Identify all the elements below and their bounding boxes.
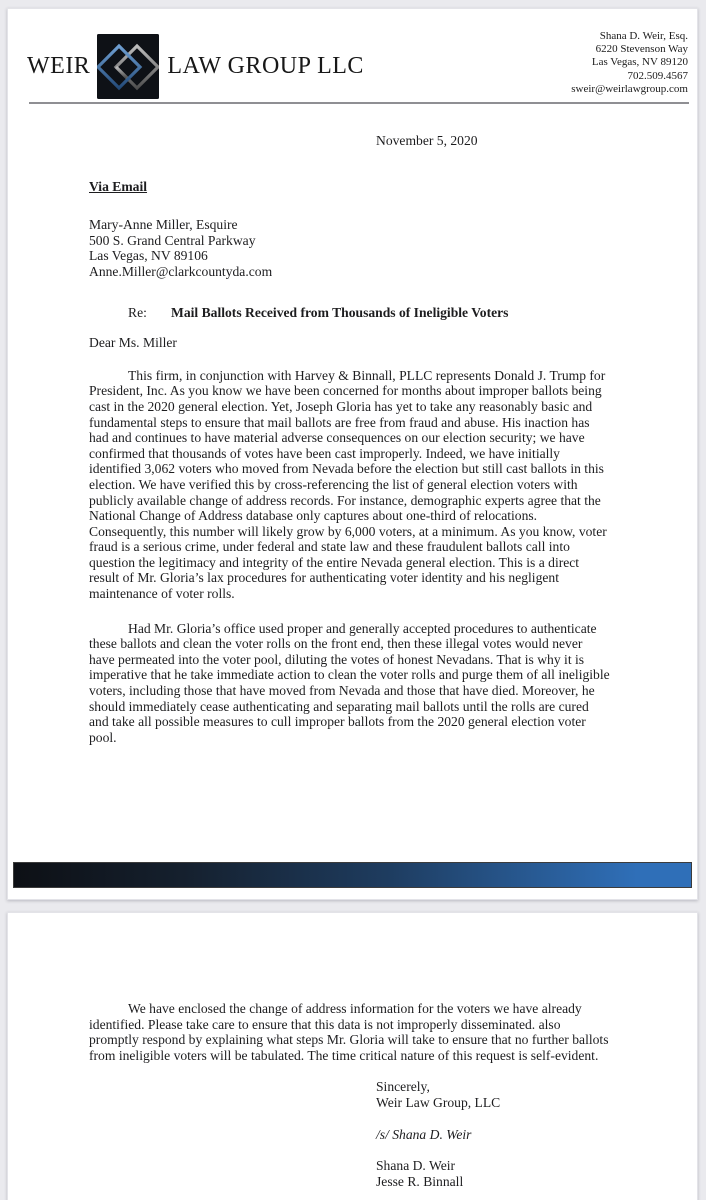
- firm-brand: [27, 34, 364, 99]
- letterhead-divider: [29, 102, 689, 104]
- letter-body-page-2: [8, 913, 697, 1189]
- recipient-city-state-zip: Las Vegas, NV 89106: [89, 248, 208, 264]
- recipient-email: Anne.Miller@clarkcountyda.com: [89, 263, 273, 279]
- body-paragraph-1: This firm, in conjunction with Harvey & Binnall, PLLC represents Donald J. Trump for President, Inc. As you know we have been concerned for months about improper ballots being cast in the 2020 general election. Yet, Joseph Gloria has yet to take any reasonably basic and fundamental steps to ensure that mail ballots are free from fraud and abuse. His inaction has had and continues to have material adverse consequences on our election security; we have confirmed that thousands of votes have been cast improperly. Indeed, we have initially identified 3,062 voters who moved from Nevada before the election but still cast ballots in this election. We have verified this by cross-referencing the list of general election voters with publicly available change of address records. For instance, demographic experts agree that the National Change of Address database only captures about one-third of relocations. Consequently, this number will likely grow by 6,000 voters, at a minimum. As you know, voter fraud is a serious crime, under federal and state law and these fraudulent ballots call into question the legitimacy and integrity of the entire Nevada general election. This is a direct result of Mr. Gloria’s lax procedures for authenticating voter identity and his negligent maintenance of voter rolls.: [89, 367, 607, 602]
- closing-firm-name: Weir Law Group, LLC: [376, 1094, 501, 1110]
- re-line: [89, 305, 611, 321]
- closing-sincerely: Sincerely,: [376, 1079, 430, 1095]
- recipient-street: 500 S. Grand Central Parkway: [89, 232, 256, 248]
- re-label: Re:: [128, 304, 147, 320]
- recipient-address-block: [89, 217, 611, 279]
- letter-page-2: [7, 912, 698, 1200]
- salutation: Dear Ms. Miller: [89, 335, 177, 351]
- firm-phone: 702.509.4567: [627, 69, 688, 82]
- firm-city-state-zip: Las Vegas, NV 89120: [591, 56, 688, 69]
- body-paragraph-3: We have enclosed the change of address information for the voters we have already identified. Please take care to ensure that this data is not improperly disseminated. also promptly respond by explaining what steps Mr. Gloria will take to ensure that no further ballots from ineligible voters will be tabulated. The time critical nature of this request is self-evident.: [89, 1001, 609, 1063]
- signer-1: Shana D. Weir: [376, 1158, 456, 1174]
- firm-email: sweir@weirlawgroup.com: [571, 82, 688, 95]
- letter-page-1: [7, 8, 698, 900]
- electronic-signature: /s/ Shana D. Weir: [376, 1126, 472, 1142]
- recipient-name: Mary-Anne Miller, Esquire: [89, 217, 238, 233]
- delivery-method: Via Email: [89, 178, 148, 194]
- closing-block: [376, 1079, 611, 1189]
- firm-street-address: 6220 Stevenson Way: [595, 43, 688, 56]
- firm-wordmark-weir: WEIR: [27, 53, 91, 79]
- letter-date: November 5, 2020: [376, 133, 478, 148]
- body-paragraph-2: Had Mr. Gloria’s office used proper and generally accepted procedures to authenticate these ballots and clean the voter rolls on the front end, then these illegal votes would never have permeated into the voter pool, diluting the votes of honest Nevadans. That is why it is imperative that he take immediate action to clean the voter rolls and purge them of all ineligible voters, including those that have moved from Nevada and those that have died. Moreover, he should immediately cease authenticating and separating mail ballots until the rolls are cured and take all possible measures to cull improper ballots from the 2020 general election voter pool.: [89, 620, 610, 745]
- interlocking-diamonds-logo-icon: [97, 34, 159, 99]
- letterhead: [8, 9, 697, 102]
- letter-body-page-1: [8, 133, 697, 745]
- signer-names: [376, 1158, 611, 1189]
- signer-2: Jesse R. Binnall: [376, 1173, 464, 1189]
- re-subject: Mail Ballots Received from Thousands of Ineligible Voters: [171, 304, 509, 320]
- letterhead-contact-block: [571, 30, 688, 96]
- attorney-name: Shana D. Weir, Esq.: [599, 30, 688, 42]
- footer-gradient-bar: [13, 862, 692, 888]
- firm-wordmark-law-group: LAW GROUP LLC: [167, 53, 364, 79]
